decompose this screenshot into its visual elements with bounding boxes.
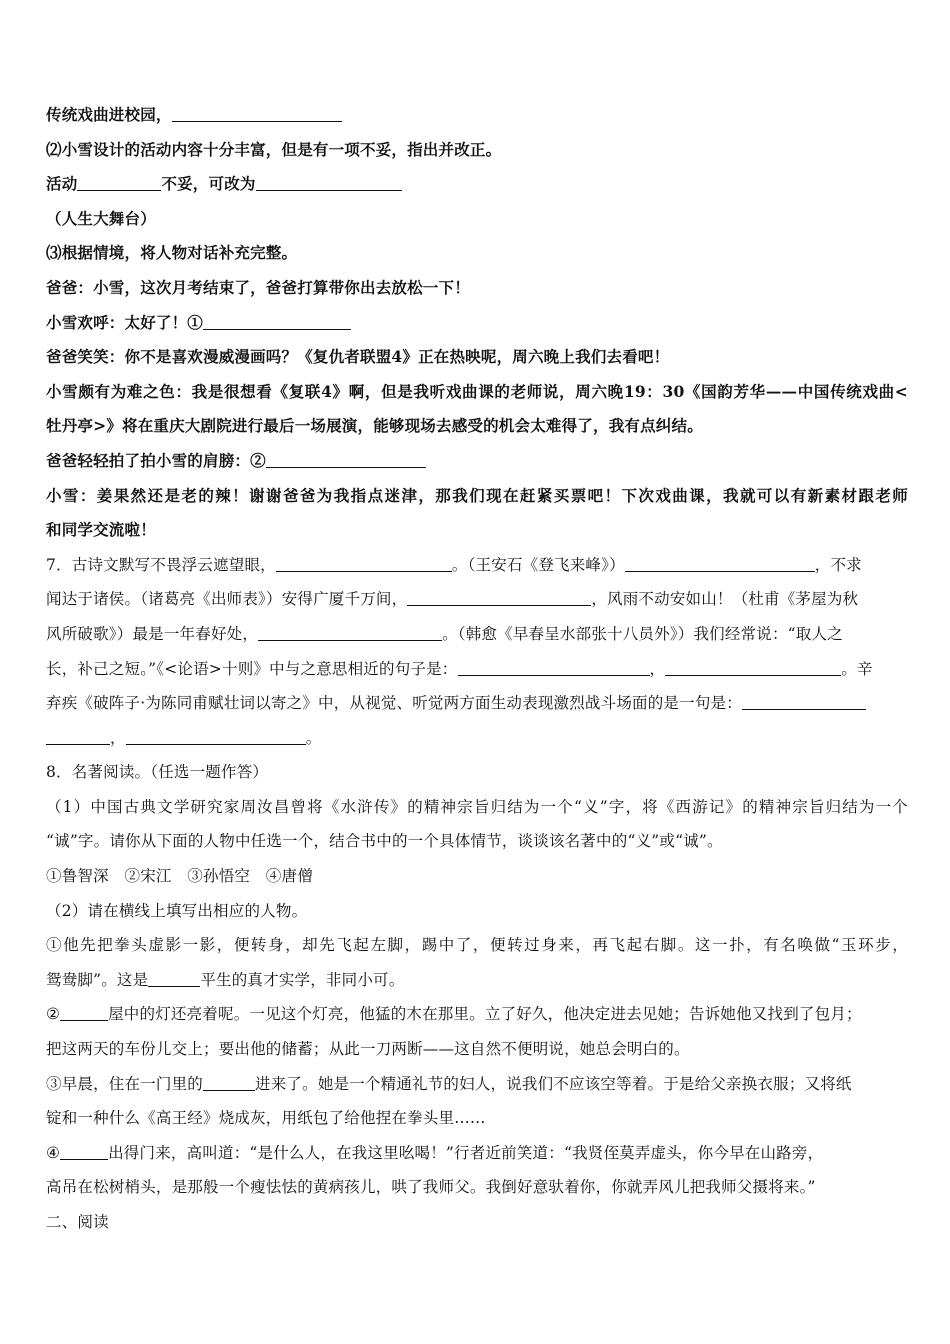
question-7-line: 风所破歌》）最是一年春好处， 。（韩愈《早春呈水部张十八员外》）我们经常说：“取人之 xyxy=(46,624,843,643)
question-7-line: 闻达于诸侯。（诸葛亮《出师表》）安得广厦千万间， ，风雨不动安如山！（杜甫《茅屋为秋 xyxy=(46,590,859,609)
answer-blank[interactable] xyxy=(203,313,351,330)
text-line: 活动 不妥，可改为 xyxy=(46,167,908,202)
answer-blank[interactable] xyxy=(625,555,815,572)
text-line: 爸爸笑笑：你不是喜欢漫威漫画吗？《复仇者联盟4》正在热映呢，周六晚上我们去看吧！ xyxy=(46,347,670,367)
answer-blank[interactable] xyxy=(148,970,200,987)
question-8-title: 8．名著阅读。（任选一题作答） xyxy=(46,763,269,782)
text-line: 爸爸：小雪，这次月考结束了，爸爸打算带你出去放松一下！ xyxy=(46,277,470,297)
question-7-line: 长，补己之短。”《<论语>十则》中与之意思相近的句子是： ， 。辛 xyxy=(46,659,873,678)
text-line: 小雪欢呼：太好了！① xyxy=(46,306,908,341)
text-line: 爸爸轻轻拍了拍小雪的肩膀：② xyxy=(46,444,908,479)
answer-blank[interactable] xyxy=(172,105,342,122)
answer-blank[interactable] xyxy=(458,659,650,676)
question-8-line: ④ 出得门来，高叫道：“是什么人，在我这里吆喝！”行者近前笑道：“我贤侄莫弄虚头，你今早在山路旁， xyxy=(46,1143,824,1162)
question-8-line: ①他先把拳头虚影一影，便转身，却先飞起左脚，踢中了，便转过身来，再飞起右脚。这一扑，有名唤做“玉环步， xyxy=(46,936,908,955)
answer-blank[interactable] xyxy=(77,174,161,191)
section-heading: 二、阅读 xyxy=(46,1213,109,1231)
answer-blank[interactable] xyxy=(258,624,442,641)
text-line: ⑶根据情境，将人物对话补充完整。 xyxy=(46,243,298,263)
question-7-line: 弃疾《破阵子·为陈同甫赋壮词以寄之》中，从视觉、听觉两方面生动表现激烈战斗场面的是一句是： xyxy=(46,686,908,721)
text-line: 牡丹亭>》将在重庆大剧院进行最后一场展演，能够现场去感受的机会太难得了，我有点纠结。 xyxy=(46,416,703,436)
answer-blank[interactable] xyxy=(126,728,306,745)
question-8-line: ② 屋中的灯还亮着呢。一见这个灯亮，他猛的木在那里。立了好久，他决定进去见她；告诉她他又找到了包月； xyxy=(46,1005,862,1024)
answer-blank[interactable] xyxy=(60,1004,108,1021)
question-8-options: ①鲁智深 ②宋江 ③孙悟空 ④唐僧 xyxy=(46,867,313,886)
question-8-line: 鸳鸯脚”。这是 平生的真才实学，非同小可。 xyxy=(46,970,405,989)
answer-blank[interactable] xyxy=(256,174,402,191)
answer-blank[interactable] xyxy=(60,1143,108,1160)
question-8-line: （1）中国古典文学研究家周汝昌曾将《水浒传》的精神宗旨归结为一个“义”字，将《西游记》的精神宗旨归结为一个 xyxy=(46,797,908,816)
text-line: （人生大舞台） xyxy=(46,208,156,228)
question-8-line: ③早晨，住在一门里的 进来了。她是一个精通礼节的妇人，说我们不应该空等着。于是给父亲换衣服；又将纸 xyxy=(46,1074,852,1093)
question-8-line: 把这两天的车份儿交上；要出他的储蓄；从此一刀两断——这自然不便明说，她总会明白的。 xyxy=(46,1040,690,1059)
document-page xyxy=(46,98,908,1240)
question-8-line: （2）请在横线上填写出相应的人物。 xyxy=(46,901,308,920)
text-line: 传统戏曲进校园， xyxy=(46,98,908,133)
answer-blank[interactable] xyxy=(742,693,866,710)
answer-blank[interactable] xyxy=(203,1074,255,1091)
text-line: ⑵小雪设计的活动内容十分丰富，但是有一项不妥，指出并改正。 xyxy=(46,139,502,159)
text-line: 和同学交流啦！ xyxy=(46,520,156,540)
text-line: 小雪颇有为难之色：我是很想看《复联4》啊，但是我听戏曲课的老师说，周六晚19：30《国韵芳华——中国传统戏曲< xyxy=(46,381,908,401)
answer-blank[interactable] xyxy=(665,659,841,676)
answer-blank[interactable] xyxy=(266,451,426,468)
answer-blank[interactable] xyxy=(407,589,591,606)
question-8-line: 高吊在松树梢头，是那般一个瘦怯怯的黄病孩儿，哄了我师父。我倒好意驮着你，你就弄风儿把我师父摄将来。” xyxy=(46,1178,816,1197)
question-8-line: “诚”字。请你从下面的人物中任选一个，结合书中的一个具体情节，谈谈该名著中的“义”或“诚”。 xyxy=(46,832,723,851)
question-7-line: 7．古诗文默写不畏浮云遮望眼， 。（王安石《登飞来峰》） ，不求 xyxy=(46,555,862,574)
text-line: 小雪：姜果然还是老的辣！谢谢爸爸为我指点迷津，那我们现在赶紧买票吧！下次戏曲课，我就可以有新素材跟老师 xyxy=(46,485,908,505)
answer-blank[interactable] xyxy=(276,555,452,572)
answer-blank[interactable] xyxy=(46,728,110,745)
question-7-line: ， 。 xyxy=(46,721,908,756)
question-8-line: 锭和一种什么《高王经》烧成灰，用纸包了给他捏在拳头里…… xyxy=(46,1109,486,1128)
